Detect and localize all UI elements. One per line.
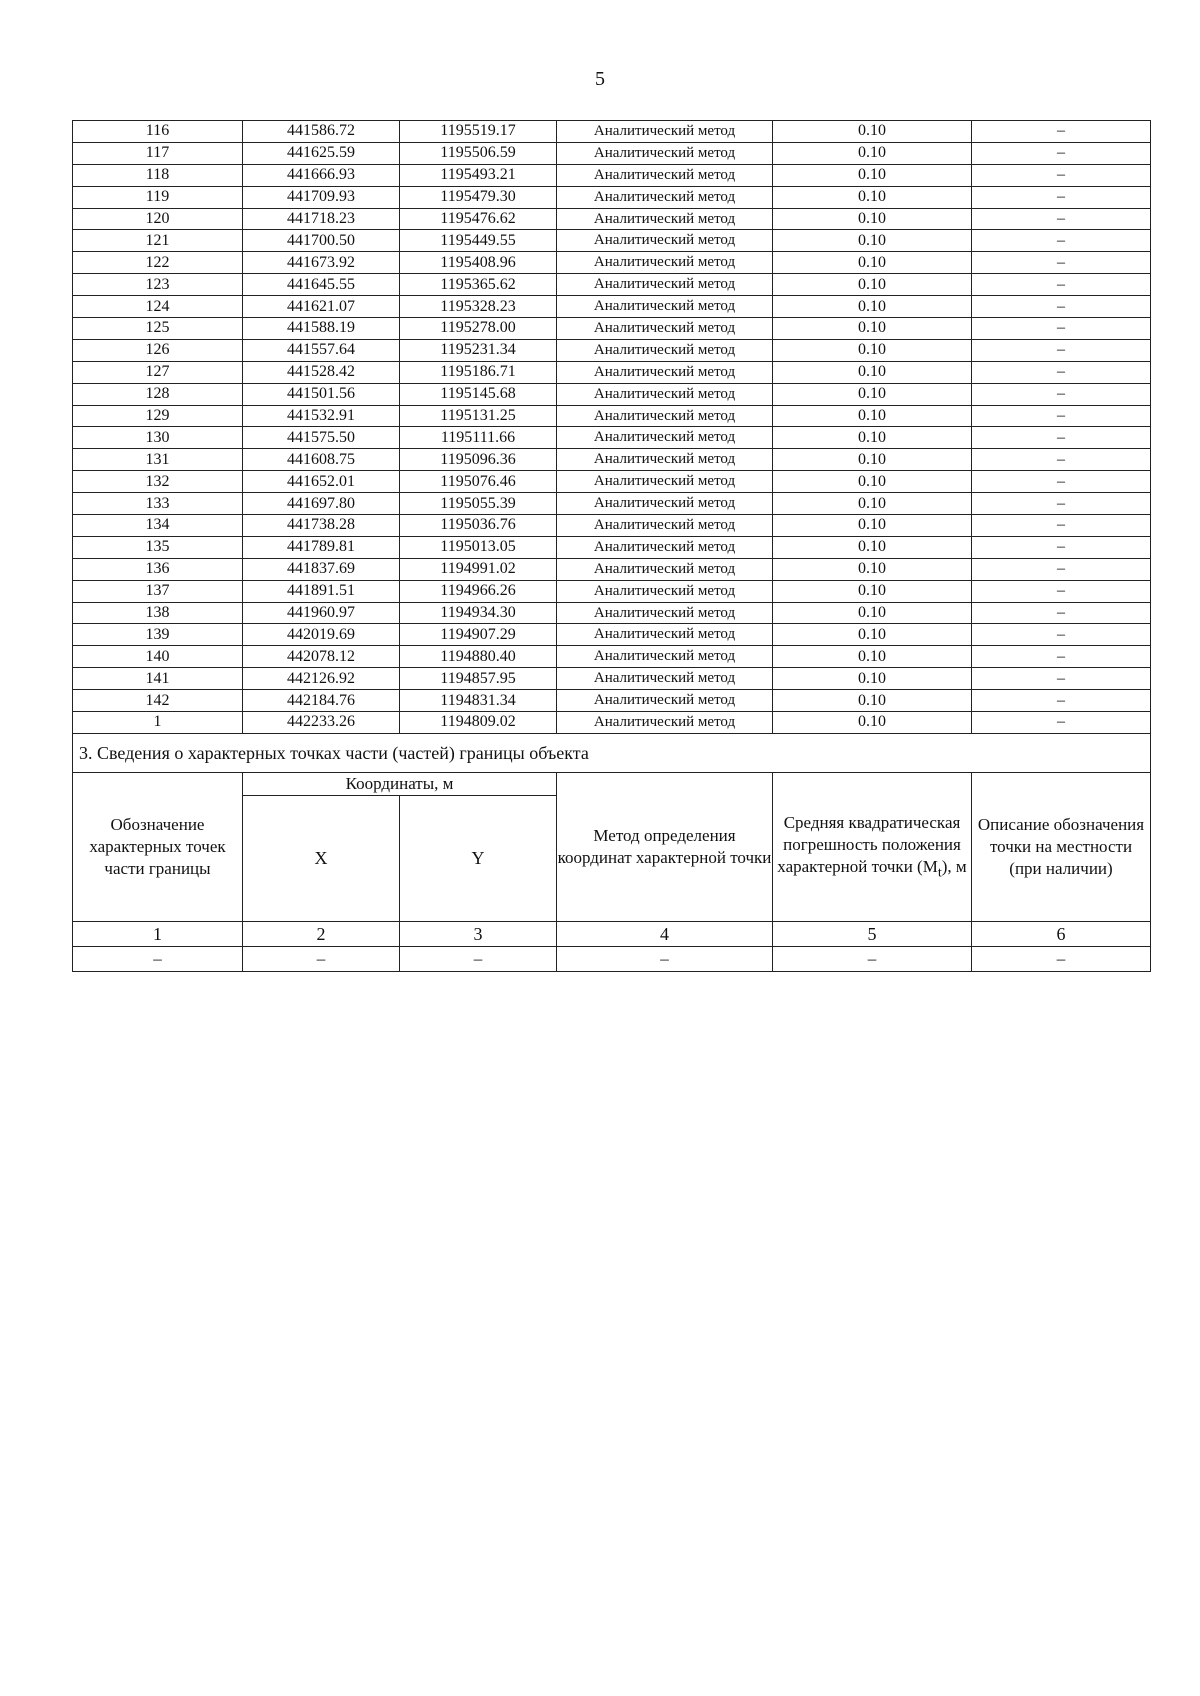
error-cell: 0.10 <box>773 164 972 186</box>
column-number-row <box>73 921 1151 946</box>
method-cell: Аналитический метод <box>557 668 773 690</box>
point-number: 133 <box>73 493 243 515</box>
point-number: 132 <box>73 471 243 493</box>
description-cell: – <box>972 624 1151 646</box>
section3-title-row <box>73 733 1151 772</box>
table-row <box>73 646 1151 668</box>
coord-y: 1195036.76 <box>400 515 557 537</box>
header-coordinates: Координаты, м <box>243 772 557 795</box>
method-cell: Аналитический метод <box>557 558 773 580</box>
error-cell: 0.10 <box>773 230 972 252</box>
coord-x: 441586.72 <box>243 121 400 143</box>
column-number: 3 <box>400 921 557 946</box>
description-cell: – <box>972 558 1151 580</box>
header-method: Метод определения координат характерной точки <box>557 772 773 921</box>
table-row <box>73 449 1151 471</box>
coord-x: 441588.19 <box>243 318 400 340</box>
description-cell: – <box>972 427 1151 449</box>
header-y: Y <box>400 795 557 921</box>
description-cell: – <box>972 515 1151 537</box>
section3-title: 3. Сведения о характерных точках части (частей) границы объекта <box>73 733 1151 772</box>
coord-x: 441608.75 <box>243 449 400 471</box>
description-cell: – <box>972 252 1151 274</box>
error-cell: 0.10 <box>773 668 972 690</box>
error-cell: 0.10 <box>773 142 972 164</box>
description-cell: – <box>972 646 1151 668</box>
header-mt-subscript: t <box>937 864 942 881</box>
coord-y: 1195055.39 <box>400 493 557 515</box>
coord-y: 1194991.02 <box>400 558 557 580</box>
method-cell: Аналитический метод <box>557 318 773 340</box>
method-cell: Аналитический метод <box>557 427 773 449</box>
empty-data-row <box>73 946 1151 971</box>
description-cell: – <box>972 339 1151 361</box>
table-row <box>73 690 1151 712</box>
description-cell: – <box>972 536 1151 558</box>
description-cell: – <box>972 449 1151 471</box>
method-cell: Аналитический метод <box>557 383 773 405</box>
boundary-points-table <box>72 120 1151 972</box>
coord-y: 1195231.34 <box>400 339 557 361</box>
coord-x: 442019.69 <box>243 624 400 646</box>
coord-y: 1195365.62 <box>400 274 557 296</box>
coord-y: 1195186.71 <box>400 361 557 383</box>
point-number: 140 <box>73 646 243 668</box>
point-number: 122 <box>73 252 243 274</box>
method-cell: Аналитический метод <box>557 515 773 537</box>
column-number: 5 <box>773 921 972 946</box>
coord-y: 1195449.55 <box>400 230 557 252</box>
table-row <box>73 361 1151 383</box>
header-x: X <box>243 795 400 921</box>
point-number: 1 <box>73 712 243 734</box>
coord-x: 442078.12 <box>243 646 400 668</box>
column-number: 6 <box>972 921 1151 946</box>
coord-x: 441501.56 <box>243 383 400 405</box>
method-cell: Аналитический метод <box>557 536 773 558</box>
coord-x: 441709.93 <box>243 186 400 208</box>
point-number: 127 <box>73 361 243 383</box>
coord-y: 1194880.40 <box>400 646 557 668</box>
coord-x: 441652.01 <box>243 471 400 493</box>
method-cell: Аналитический метод <box>557 186 773 208</box>
error-cell: 0.10 <box>773 449 972 471</box>
error-cell: 0.10 <box>773 427 972 449</box>
error-cell: 0.10 <box>773 471 972 493</box>
description-cell: – <box>972 690 1151 712</box>
description-cell: – <box>972 142 1151 164</box>
coord-y: 1194809.02 <box>400 712 557 734</box>
coord-x: 441575.50 <box>243 427 400 449</box>
coord-y: 1194831.34 <box>400 690 557 712</box>
table-row <box>73 296 1151 318</box>
description-cell: – <box>972 296 1151 318</box>
table-row <box>73 493 1151 515</box>
point-number: 120 <box>73 208 243 230</box>
coord-y: 1195076.46 <box>400 471 557 493</box>
error-cell: 0.10 <box>773 383 972 405</box>
coord-x: 441557.64 <box>243 339 400 361</box>
error-cell: 0.10 <box>773 186 972 208</box>
coord-y: 1195278.00 <box>400 318 557 340</box>
table-row <box>73 712 1151 734</box>
description-cell: – <box>972 208 1151 230</box>
point-number: 141 <box>73 668 243 690</box>
table-row <box>73 208 1151 230</box>
method-cell: Аналитический метод <box>557 230 773 252</box>
empty-cell: – <box>73 946 243 971</box>
table-row <box>73 318 1151 340</box>
section3-header-row <box>73 772 1151 795</box>
empty-cell: – <box>773 946 972 971</box>
table-row <box>73 383 1151 405</box>
point-number: 134 <box>73 515 243 537</box>
description-cell: – <box>972 164 1151 186</box>
coord-y: 1195111.66 <box>400 427 557 449</box>
point-number: 125 <box>73 318 243 340</box>
table-row <box>73 580 1151 602</box>
empty-cell: – <box>972 946 1151 971</box>
error-cell: 0.10 <box>773 405 972 427</box>
header-designation: Обозначение характерных точек части границы <box>73 772 243 921</box>
point-number: 139 <box>73 624 243 646</box>
coord-x: 441891.51 <box>243 580 400 602</box>
coord-x: 441718.23 <box>243 208 400 230</box>
method-cell: Аналитический метод <box>557 580 773 602</box>
method-cell: Аналитический метод <box>557 252 773 274</box>
point-number: 121 <box>73 230 243 252</box>
coord-y: 1195476.62 <box>400 208 557 230</box>
coord-y: 1194907.29 <box>400 624 557 646</box>
point-number: 119 <box>73 186 243 208</box>
coord-x: 441960.97 <box>243 602 400 624</box>
table-row <box>73 558 1151 580</box>
error-cell: 0.10 <box>773 252 972 274</box>
error-cell: 0.10 <box>773 624 972 646</box>
table-row <box>73 536 1151 558</box>
point-number: 136 <box>73 558 243 580</box>
error-cell: 0.10 <box>773 558 972 580</box>
error-cell: 0.10 <box>773 690 972 712</box>
method-cell: Аналитический метод <box>557 121 773 143</box>
method-cell: Аналитический метод <box>557 361 773 383</box>
method-cell: Аналитический метод <box>557 339 773 361</box>
boundary-points-body <box>73 121 1151 734</box>
coord-x: 441738.28 <box>243 515 400 537</box>
table-row <box>73 624 1151 646</box>
point-number: 131 <box>73 449 243 471</box>
description-cell: – <box>972 230 1151 252</box>
coord-x: 441837.69 <box>243 558 400 580</box>
error-cell: 0.10 <box>773 493 972 515</box>
point-number: 138 <box>73 602 243 624</box>
coord-x: 441532.91 <box>243 405 400 427</box>
description-cell: – <box>972 602 1151 624</box>
table-row <box>73 427 1151 449</box>
empty-cell: – <box>557 946 773 971</box>
error-cell: 0.10 <box>773 580 972 602</box>
point-number: 126 <box>73 339 243 361</box>
table-row <box>73 186 1151 208</box>
coord-y: 1195145.68 <box>400 383 557 405</box>
point-number: 137 <box>73 580 243 602</box>
header-mt <box>773 772 972 921</box>
method-cell: Аналитический метод <box>557 405 773 427</box>
coord-x: 441700.50 <box>243 230 400 252</box>
description-cell: – <box>972 274 1151 296</box>
table-row <box>73 602 1151 624</box>
method-cell: Аналитический метод <box>557 164 773 186</box>
table-row <box>73 668 1151 690</box>
description-cell: – <box>972 121 1151 143</box>
coord-y: 1195408.96 <box>400 252 557 274</box>
method-cell: Аналитический метод <box>557 602 773 624</box>
method-cell: Аналитический метод <box>557 471 773 493</box>
coord-y: 1195131.25 <box>400 405 557 427</box>
coord-x: 442126.92 <box>243 668 400 690</box>
coord-y: 1195479.30 <box>400 186 557 208</box>
error-cell: 0.10 <box>773 296 972 318</box>
point-number: 128 <box>73 383 243 405</box>
point-number: 129 <box>73 405 243 427</box>
description-cell: – <box>972 405 1151 427</box>
table-row <box>73 230 1151 252</box>
description-cell: – <box>972 493 1151 515</box>
error-cell: 0.10 <box>773 712 972 734</box>
table-row <box>73 274 1151 296</box>
method-cell: Аналитический метод <box>557 296 773 318</box>
coord-x: 441673.92 <box>243 252 400 274</box>
coord-x: 441625.59 <box>243 142 400 164</box>
error-cell: 0.10 <box>773 515 972 537</box>
coord-x: 441666.93 <box>243 164 400 186</box>
method-cell: Аналитический метод <box>557 274 773 296</box>
error-cell: 0.10 <box>773 339 972 361</box>
description-cell: – <box>972 580 1151 602</box>
table-row <box>73 515 1151 537</box>
table-row <box>73 471 1151 493</box>
method-cell: Аналитический метод <box>557 208 773 230</box>
coord-x: 441621.07 <box>243 296 400 318</box>
coord-y: 1194857.95 <box>400 668 557 690</box>
description-cell: – <box>972 361 1151 383</box>
description-cell: – <box>972 318 1151 340</box>
point-number: 123 <box>73 274 243 296</box>
coord-y: 1195519.17 <box>400 121 557 143</box>
column-number: 2 <box>243 921 400 946</box>
error-cell: 0.10 <box>773 208 972 230</box>
point-number: 118 <box>73 164 243 186</box>
table-row <box>73 121 1151 143</box>
point-number: 130 <box>73 427 243 449</box>
error-cell: 0.10 <box>773 121 972 143</box>
method-cell: Аналитический метод <box>557 449 773 471</box>
description-cell: – <box>972 471 1151 493</box>
point-number: 135 <box>73 536 243 558</box>
page-number: 5 <box>595 68 605 90</box>
column-number: 1 <box>73 921 243 946</box>
coord-y: 1195328.23 <box>400 296 557 318</box>
coord-y: 1195013.05 <box>400 536 557 558</box>
error-cell: 0.10 <box>773 318 972 340</box>
table-row <box>73 142 1151 164</box>
column-number: 4 <box>557 921 773 946</box>
error-cell: 0.10 <box>773 361 972 383</box>
header-mt-suffix: ), м <box>941 857 967 877</box>
empty-cell: – <box>400 946 557 971</box>
method-cell: Аналитический метод <box>557 142 773 164</box>
point-number: 117 <box>73 142 243 164</box>
point-number: 124 <box>73 296 243 318</box>
table-row <box>73 339 1151 361</box>
coord-x: 441789.81 <box>243 536 400 558</box>
method-cell: Аналитический метод <box>557 690 773 712</box>
section3-block <box>73 733 1151 971</box>
method-cell: Аналитический метод <box>557 624 773 646</box>
description-cell: – <box>972 668 1151 690</box>
method-cell: Аналитический метод <box>557 712 773 734</box>
coord-x: 441697.80 <box>243 493 400 515</box>
error-cell: 0.10 <box>773 602 972 624</box>
table-row <box>73 405 1151 427</box>
description-cell: – <box>972 383 1151 405</box>
error-cell: 0.10 <box>773 274 972 296</box>
coord-y: 1194966.26 <box>400 580 557 602</box>
method-cell: Аналитический метод <box>557 646 773 668</box>
header-description: Описание обозначения точки на местности (при наличии) <box>972 772 1151 921</box>
table-row <box>73 252 1151 274</box>
header-mt-text: Средняя квадратическая погрешность положения характерной точки (M <box>777 812 961 877</box>
description-cell: – <box>972 712 1151 734</box>
coord-y: 1195493.21 <box>400 164 557 186</box>
coord-x: 442233.26 <box>243 712 400 734</box>
point-number: 142 <box>73 690 243 712</box>
coord-x: 441528.42 <box>243 361 400 383</box>
coord-y: 1195506.59 <box>400 142 557 164</box>
coord-x: 441645.55 <box>243 274 400 296</box>
method-cell: Аналитический метод <box>557 493 773 515</box>
description-cell: – <box>972 186 1151 208</box>
error-cell: 0.10 <box>773 646 972 668</box>
empty-cell: – <box>243 946 400 971</box>
coord-y: 1194934.30 <box>400 602 557 624</box>
coord-x: 442184.76 <box>243 690 400 712</box>
error-cell: 0.10 <box>773 536 972 558</box>
coord-y: 1195096.36 <box>400 449 557 471</box>
point-number: 116 <box>73 121 243 143</box>
table-row <box>73 164 1151 186</box>
